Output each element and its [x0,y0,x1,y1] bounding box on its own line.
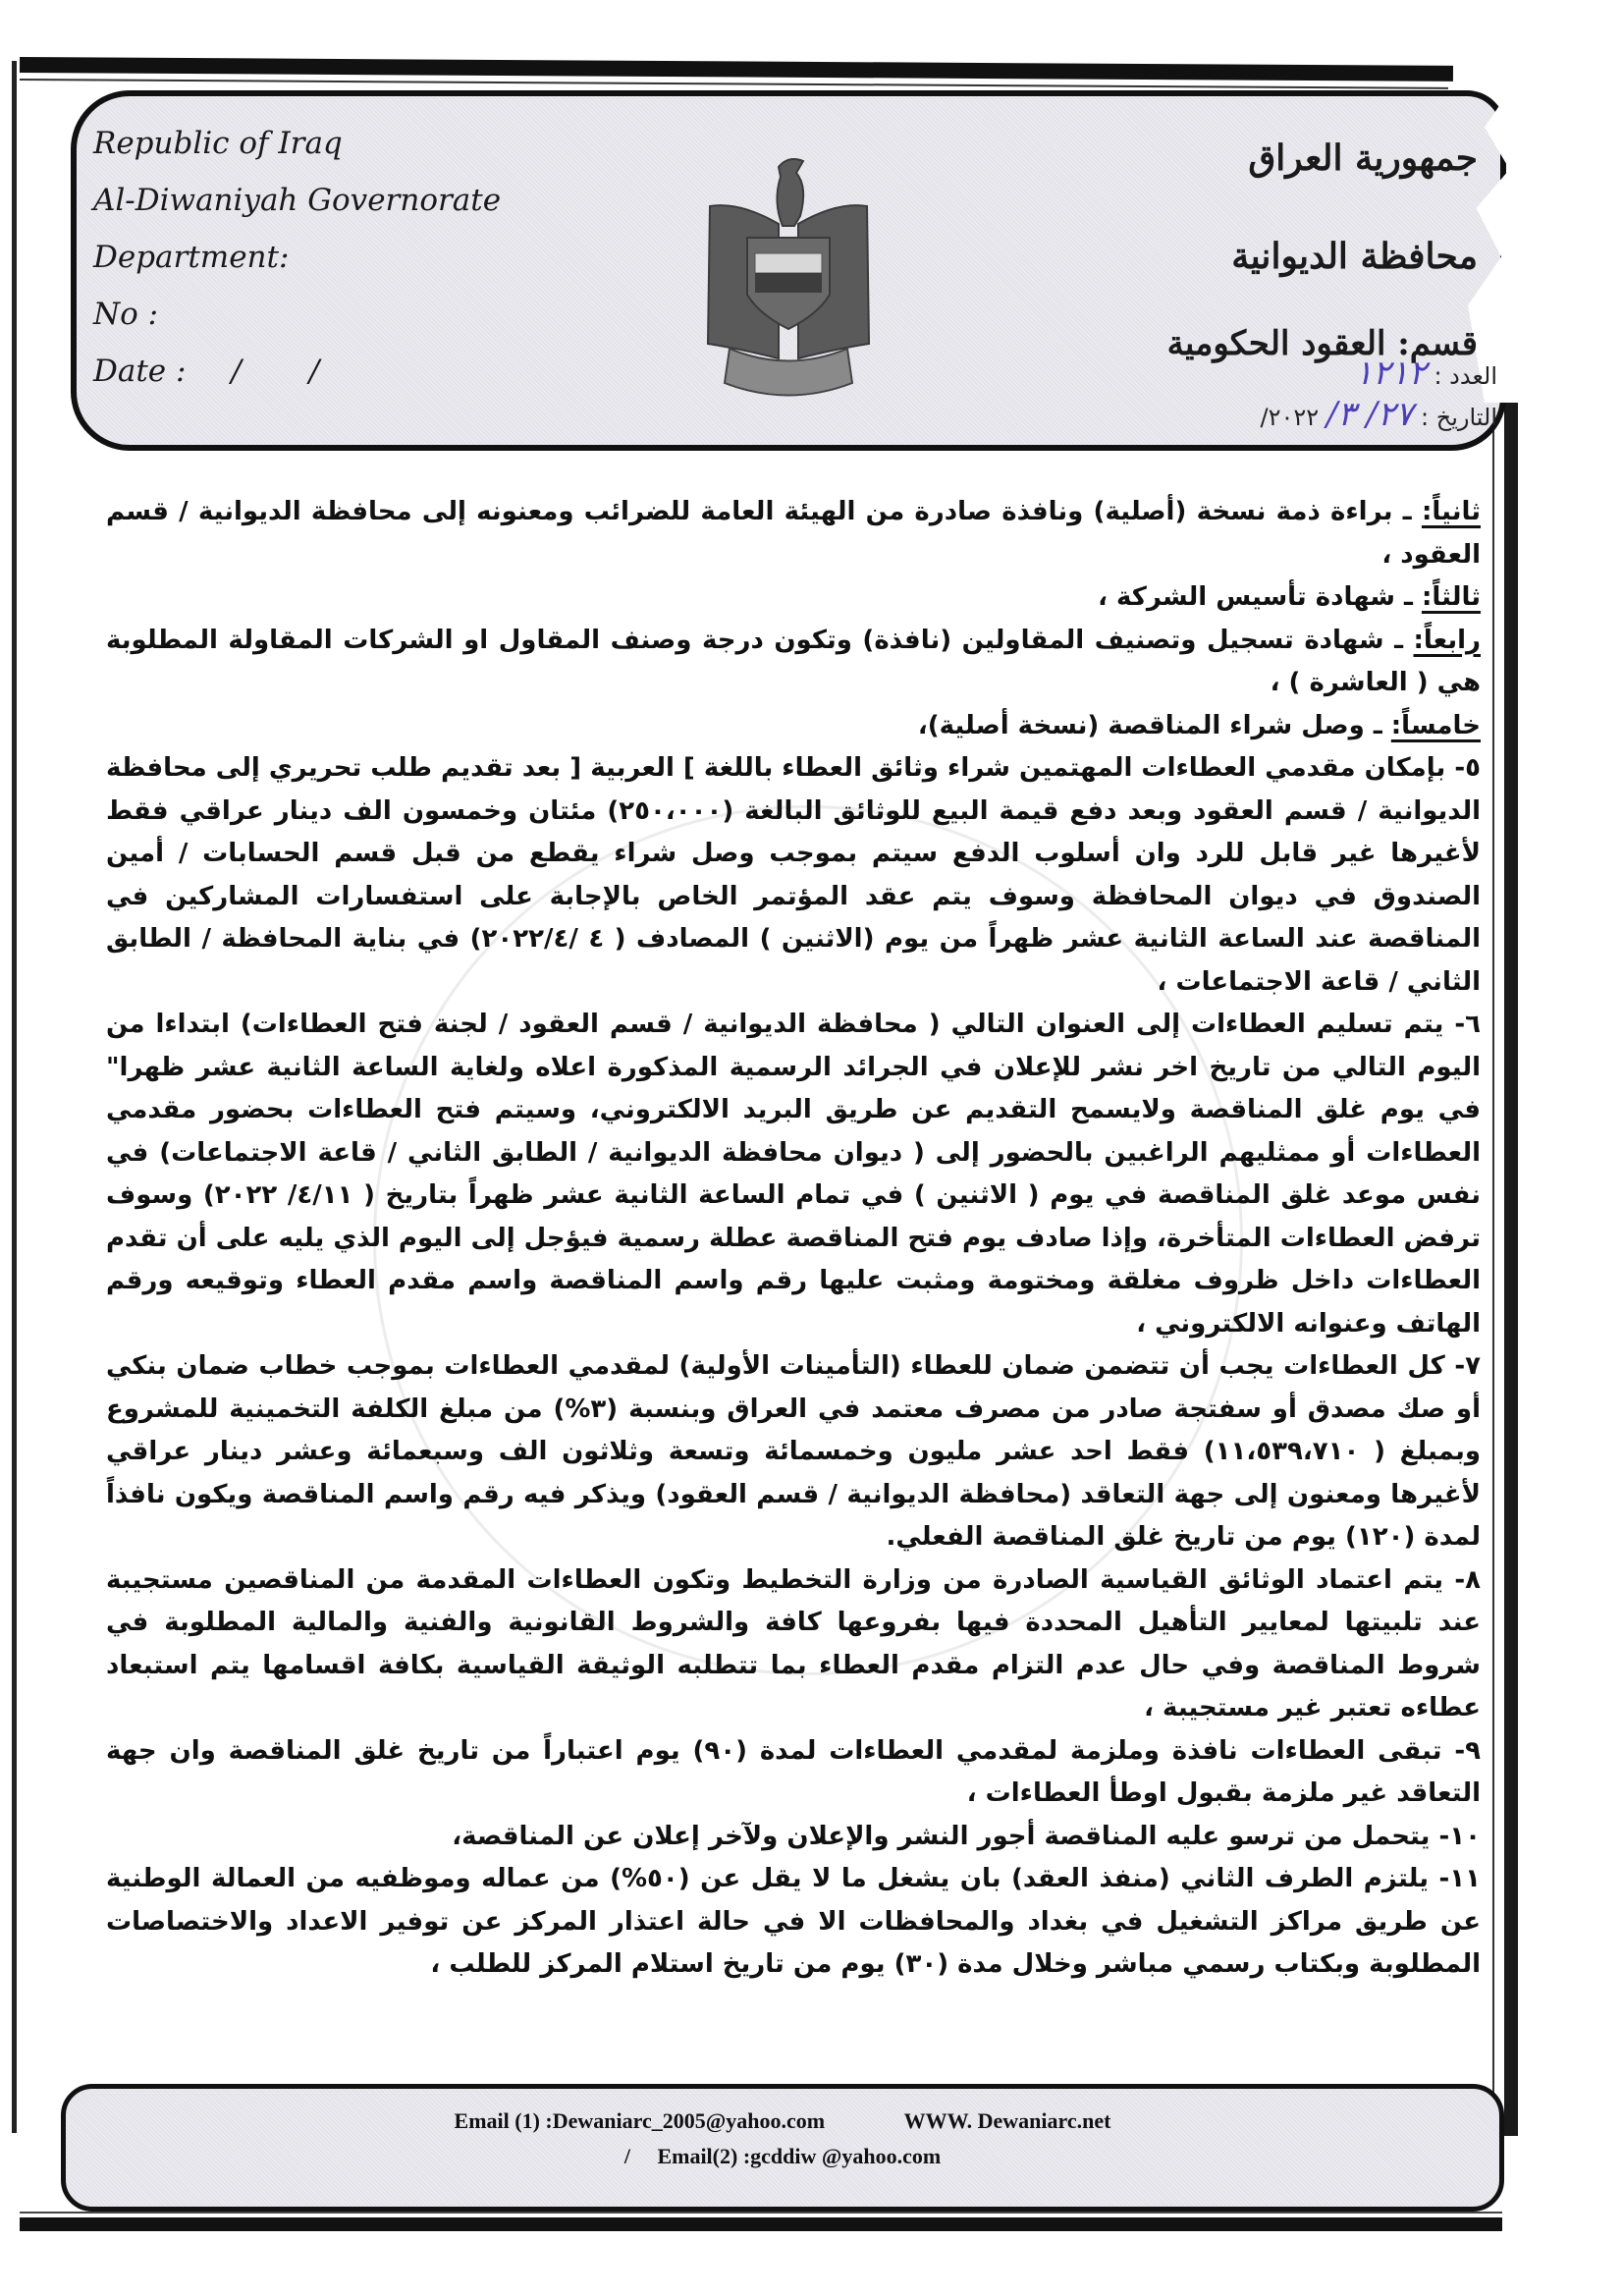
requirement-text: ـ براءة ذمة نسخة (أصلية) ونافذة صادرة من الهيئة العامة للضرائب ومعنونه إلى محافظة الديوانية / قسم العقود ، [106,497,1481,570]
footer-email-1[interactable]: Email (1) :Dewaniarc_2005@yahoo.com [454,2108,826,2133]
requirement-item [106,620,1481,705]
requirement-text: ـ وصل شراء المناقصة (نسخة أصلية)، [917,710,1382,740]
clause-9: ٩- تبقى العطاءات نافذة وملزمة لمقدمي العطاءات لمدة (٩٠) يوم اعتباراً من تاريخ غلق المناقصة وان جهة التعاقد غير ملزمة بقبول اوطأ العطاءات ، [106,1735,1481,1808]
clause-11: ١١- يلتزم الطرف الثاني (منفذ العقد) بان يشغل ما لا يقل عن (٥٠%) من عماله وموظفيه من العمالة الوطنية عن طريق مراكز التشغيل في بغداد والمحافظات الا في حالة اعتذار المركز عن توفير الاعداد والاختصاصات المطلوبة وبكتاب رسمي مباشر وخلال مدة (٣٠) يوم من تاريخ استلام المركز للطلب ، [106,1864,1481,1979]
footer-contact-box [61,2084,1504,2212]
reference-date-label: التاريخ : [1420,404,1497,431]
requirement-label: ثانياً: [1421,497,1481,526]
footer-website[interactable]: WWW. Dewaniarc.net [903,2108,1111,2133]
reference-date-row [1261,395,1497,436]
english-no-label: No : [93,297,159,332]
frame-left-border [12,61,17,2133]
arabic-reference-block [1261,354,1497,436]
reference-date-handwritten: ٢٧/ ٣/ [1325,395,1414,434]
requirement-text: ـ شهادة تسجيل وتصنيف المقاولين (نافذة) وتكون درجة وصنف المقاول او الشركات المقاولة المطلوبة هي ( العاشرة ) ، [106,625,1481,697]
clause-6: ٦- يتم تسليم العطاءات إلى العنوان التالي ( محافظة الديوانية / قسم العقود / لجنة فتح العطاءات) ابتداءا من اليوم التالي من تاريخ اخر نشر للإعلان في الجرائد الرسمية المذكورة اعلاه ولغاية الساعة الثانية عشر ظهرا" في يوم غلق المناقصة ولايسمح التقديم عن طريق البريد الالكتروني، وسيتم فتح العطاءات بحضور مقدمي العطاءات أو ممثليهم الراغبين بالحضور إلى ( ديوان محافظة الديوانية / الطابق الثاني / قاعة الاجتماعات) في نفس موعد غلق المناقصة في يوم ( الاثنين ) في تمام الساعة الثانية عشر ظهراً بتاريخ ( ٤/١١/ ٢٠٢٢) وسوف ترفض العطاءات المتأخرة، وإذا صادف يوم فتح المناقصة عطلة رسمية فيؤجل إلى اليوم الذي يليه على أن تقدم العطاءات داخل ظروف مغلقة ومختومة ومثبت عليها رقم واسم المناقصة واسم مقدم العطاء وتوقيعه ورقم الهاتف وعنوانه الالكتروني ، [106,1010,1481,1339]
english-letterhead [93,126,501,410]
reference-number-handwritten: ١٢١٢ [1354,354,1427,393]
clause-10: ١٠- يتحمل من ترسو عليه المناقصة أجور النشر والإعلان ولآخر إعلان عن المناقصة، [452,1821,1481,1851]
arabic-governorate: محافظة الديوانية [1231,236,1478,277]
requirement-label: خامساً: [1390,710,1481,740]
english-date-slashes: / / [231,354,320,389]
arabic-country: جمهورية العراق [1248,137,1478,179]
frame-right-border [1504,378,1518,2136]
english-date-row [93,354,501,410]
arabic-department: قسم: العقود الحكومية [1166,324,1478,363]
frame-bottom-rule [20,2212,1502,2214]
requirement-label: ثالثاً: [1421,582,1481,612]
frame-bottom-border [20,2217,1502,2231]
requirement-label: رابعاً: [1413,625,1481,655]
reference-number-row [1261,354,1497,395]
clause-5: ٥- بإمكان مقدمي العطاءات المهتمين شراء وثائق العطاء باللغة ] العربية [ بعد تقديم طلب تحريري إلى محافظة الديوانية / قسم العقود وبعد دفع قيمة البيع للوثائق البالغة (٢٥٠،٠٠٠) مئتان وخمسون الف دينار عراقي فقط لأغيرها غير قابل للرد وان أسلوب الدفع سيتم بموجب وصل شراء يقطع من قبل قسم الحسابات / أمين الصندوق في ديوان المحافظة وسوف يتم عقد المؤتمر الخاص بالإجابة على استفسارات المشاركين في المناقصة عند الساعة الثانية عشر ظهراً من يوم (الاثنين ) المصادف ( ٤ /٢٠٢٢/٤) في بناية المحافظة / الطابق الثاني / قاعة الاجتماعات ، [106,753,1481,997]
footer-email-2[interactable]: Email(2) :gcddiw @yahoo.com [657,2144,942,2168]
arabic-letterhead [1080,137,1478,383]
clause-8: ٨- يتم اعتماد الوثائق القياسية الصادرة من وزارة التخطيط وتكون العطاءات المقدمة من المناقصين مستجيبة عند تلبيتها لمعايير التأهيل المحددة فيها بفروعها كافة والشروط القانونية والفنية والمالية المطلوبة في شروط المناقصة وفي حال عدم التزام مقدم العطاء بما تتطلبه الوثيقة القياسية بكافة اقسامها يتم استبعاد عطاءه تعتبر غير مستجيبة ، [106,1564,1481,1722]
english-department-label: Department: [93,240,290,275]
clause-7: ٧- كل العطاءات يجب أن تتضمن ضمان للعطاء (التأمينات الأولية) لمقدمي العطاءات بموجب خطاب ضمان بنكي أو صك مصدق أو سفتجة صادر من مصرف معتمد في العراق وبنسبة (٣%) من مبلغ الكلفة التخمينية للمشروع وبمبلغ ( ١١،٥٣٩،٧١٠) فقط احد عشر مليون وخمسمائة وتسعة وثلاثون الف وسبعمائة وعشر دينار عراقي لأغيرها ومعنون إلى جهة التعاقد (محافظة الديوانية / قسم العقود) ويذكر فيه رقم واسم المناقصة ويكون نافذاً لمدة (١٢٠) يوم من تاريخ غلق المناقصة الفعلي. [106,1351,1481,1552]
frame-right-rule [1492,378,1494,2136]
footer-line-2 [66,2144,1499,2169]
document-body [106,491,1481,1987]
frame-top-rule [20,79,1448,89]
reference-date-year: ٢٠٢٢/ [1260,404,1320,431]
footer-separator: / [623,2144,630,2168]
iraq-eagle-emblem-icon [671,147,906,412]
requirement-text: ـ شهادة تأسيس الشركة ، [1098,582,1413,612]
english-date-label: Date : [93,354,187,389]
frame-top-border [20,57,1453,82]
requirement-item [106,576,1481,620]
footer-line-1 [66,2108,1499,2134]
requirement-item [106,705,1481,748]
english-country: Republic of Iraq [93,126,343,161]
reference-number-label: العدد : [1434,362,1497,390]
english-governorate: Al-Diwaniyah Governorate [93,183,502,218]
requirement-item [106,491,1481,576]
